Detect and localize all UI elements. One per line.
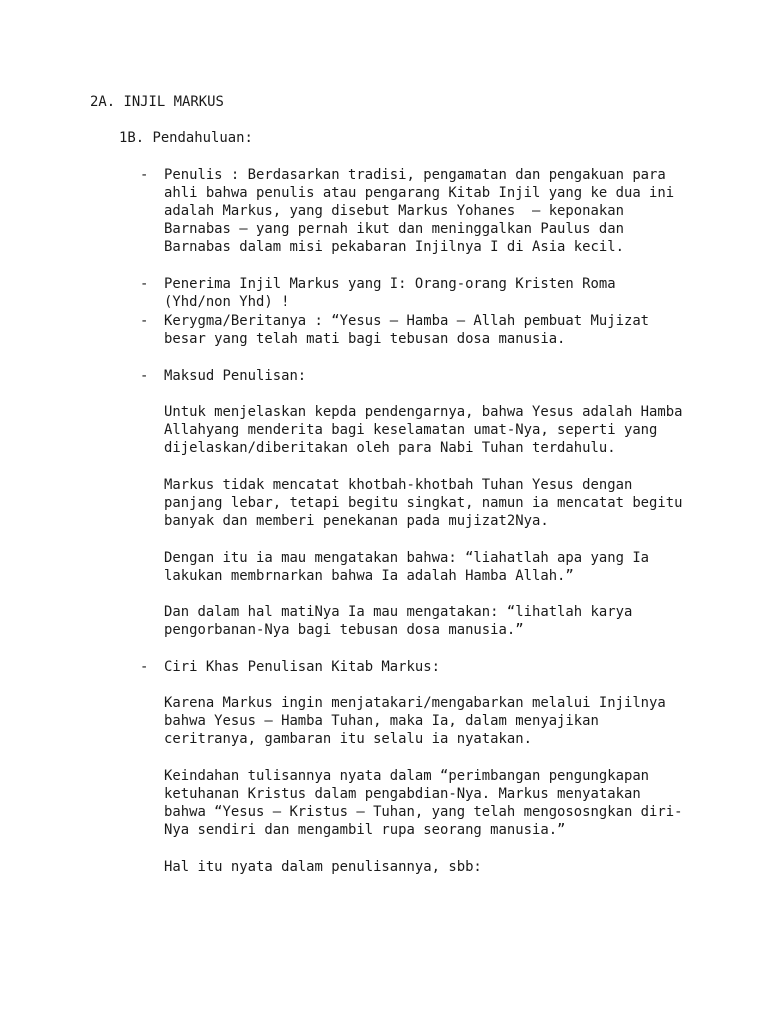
bullet-penulis-line: Penulis : Berdasarkan tradisi, pengamatan dan pengakuan para <box>164 167 666 183</box>
paragraph-line: Nya sendiri dan mengambil rupa seorang manusia.” <box>164 822 566 838</box>
bullet-ciri-khas-title: Ciri Khas Penulisan Kitab Markus: <box>164 659 440 675</box>
section-heading: 2A. INJIL MARKUS <box>90 94 224 110</box>
paragraph-line: Keindahan tulisannya nyata dalam “perimbangan pengungkapan <box>164 768 650 784</box>
bullet-penerima-line: Penerima Injil Markus yang I: Orang-orang Kristen Roma <box>164 276 616 292</box>
bullet-marker: - <box>140 368 149 384</box>
paragraph-line: Untuk menjelaskan kepda pendengarnya, bahwa Yesus adalah Hamba <box>164 404 683 420</box>
paragraph-line: Karena Markus ingin menjatakari/mengabarkan melalui Injilnya <box>164 695 666 711</box>
bullet-maksud-title: Maksud Penulisan: <box>164 368 307 384</box>
bullet-penulis-line: Barnabas – yang pernah ikut dan meninggalkan Paulus dan <box>164 221 624 237</box>
bullet-marker: - <box>140 276 149 292</box>
bullet-kerygma-line: besar yang telah mati bagi tebusan dosa manusia. <box>164 331 566 347</box>
paragraph-line: Markus tidak mencatat khotbah-khotbah Tuhan Yesus dengan <box>164 477 633 493</box>
paragraph-line: ketuhanan Kristus dalam pengabdian-Nya. Markus menyatakan <box>164 786 641 802</box>
paragraph-line: Allahyang menderita bagi keselamatan umat-Nya, seperti yang <box>164 422 658 438</box>
paragraph-line: lakukan membrnarkan bahwa Ia adalah Hamba Allah.” <box>164 568 574 584</box>
bullet-penulis-line: ahli bahwa penulis atau pengarang Kitab Injil yang ke dua ini <box>164 185 675 201</box>
bullet-marker: - <box>140 659 149 675</box>
paragraph-line: Dan dalam hal matiNya Ia mau mengatakan: “lihatlah karya <box>164 604 633 620</box>
bullet-kerygma-line: Kerygma/Beritanya : “Yesus – Hamba – Allah pembuat Mujizat <box>164 313 650 329</box>
paragraph-line: ceritranya, gambaran itu selalu ia nyatakan. <box>164 731 532 747</box>
bullet-marker: - <box>140 167 149 183</box>
bullet-marker: - <box>140 313 149 329</box>
paragraph-line: bahwa “Yesus – Kristus – Tuhan, yang telah mengososngkan diri- <box>164 804 683 820</box>
bullet-penerima-line: (Yhd/non Yhd) ! <box>164 294 290 310</box>
paragraph-line: Dengan itu ia mau mengatakan bahwa: “liahatlah apa yang Ia <box>164 550 650 566</box>
paragraph-line: dijelaskan/diberitakan oleh para Nabi Tuhan terdahulu. <box>164 440 616 456</box>
paragraph-line: banyak dan memberi penekanan pada mujizat2Nya. <box>164 513 549 529</box>
bullet-penulis-line: adalah Markus, yang disebut Markus Yohanes – keponakan <box>164 203 624 219</box>
paragraph-line: Hal itu nyata dalam penulisannya, sbb: <box>164 859 482 875</box>
subsection-heading: 1B. Pendahuluan: <box>119 130 253 146</box>
paragraph-line: pengorbanan-Nya bagi tebusan dosa manusia.” <box>164 622 524 638</box>
paragraph-line: bahwa Yesus – Hamba Tuhan, maka Ia, dalam menyajikan <box>164 713 599 729</box>
bullet-penulis-line: Barnabas dalam misi pekabaran Injilnya I di Asia kecil. <box>164 239 624 255</box>
paragraph-line: panjang lebar, tetapi begitu singkat, namun ia mencatat begitu <box>164 495 683 511</box>
